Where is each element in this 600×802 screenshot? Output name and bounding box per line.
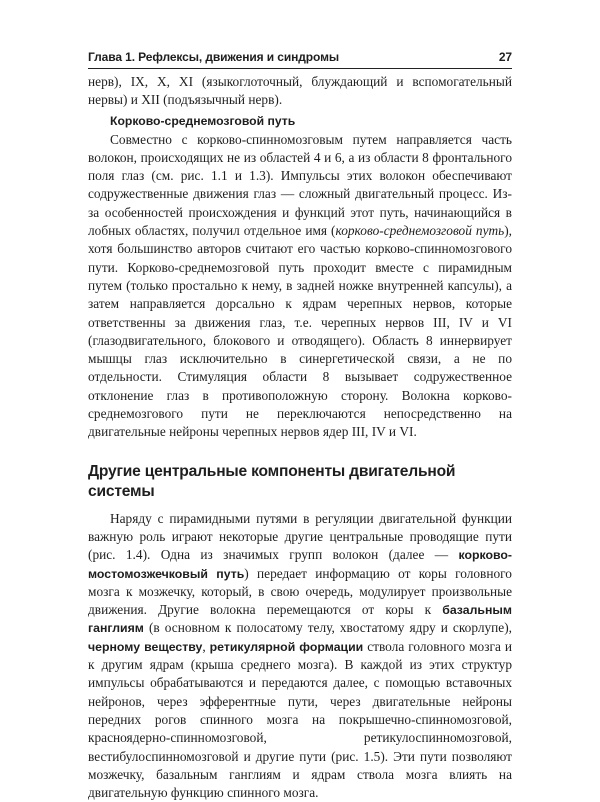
text-run: ) передает информацию от коры головного мозга к мозжечку, который, в свою очередь, модулирует произвольные движения. Другие волокна перемещаются от коры к xyxy=(88,565,512,618)
text-run: Наряду с пирамидными путями в регуляции двигательной функции важную роль играют некоторые другие центральные проводящие пути (рис. 1.4). Одна из значимых групп волокон (далее — xyxy=(88,510,512,563)
text-run: Совместно с корково-спинномозговым путем направляется часть волокон, происходящих не из областей 4 и 6, а из области 8 фронтального поля глаз (см. рис. 1.1 и 1.3). Импульсы этих волокон обеспечивают содружественные движения глаз — сложный двигательный процесс. Из-за особенностей происхождения и функций этот путь, начинающийся в лобных областях, получил отдельное имя ( xyxy=(88,131,512,239)
page-number: 27 xyxy=(498,50,512,64)
bold-term: ретикулярной формации xyxy=(209,639,364,654)
section-heading: Другие центральные компоненты двигательной системы xyxy=(88,462,456,500)
paragraph-other-components xyxy=(88,510,512,802)
bold-term: корково-мостомозжечковый путь xyxy=(88,548,512,581)
text-run: ствола головного мозга и к другим ядрам (крыша среднего мозга). В каждой из этих структур импульсы обрабатываются и передаются далее, с помощью вставочных нейронов, через эфферентные пути, через двигательные нейроны передних рогов спинного мозга на покрышечно-спинномозговой, красноядерно-спинномозговой, ретикулоспинномозговой, вестибулоспинномозговой и другие пути (рис. 1.5). Эти пути позволяют мозжечку, базальным ганглиям и ядрам ствола мозга влиять на двигательную функцию спинного мозга. xyxy=(88,638,512,801)
bold-term: черному веществу xyxy=(88,639,203,654)
text-run: (в основном к полосатому телу, хвостатому ядру и скорлупе), xyxy=(143,620,512,636)
text-run: , xyxy=(202,638,210,654)
lead-paragraph: нерв), IX, X, XI (языкоглоточный, блуждающий и вспомогательный нервы) и XII (подъязычный нерв). xyxy=(88,74,512,108)
running-header xyxy=(88,50,512,69)
italic-term: корково-среднемозговой путь xyxy=(335,223,505,239)
paragraph-corticomesencephalic xyxy=(88,131,512,442)
subheading-corticomesencephalic: Корково-среднемозговой путь xyxy=(110,113,296,128)
body-text xyxy=(88,73,512,802)
bold-term: базальным ганглиям xyxy=(88,603,512,636)
text-run: ), хотя большинство авторов считают его частью корково-спинномозгового пути. Корково-среднемозговой путь проходит вместе с пирамидным путем (только простально к нему, в задней ножке внутренней капсулы), а затем направляется дорсально к ядрам черепных нервов, которые ответственны за движения глаз, т.е. черепных нервов III, IV и VI (глазодвигательного, блокового и отводящего). Область 8 иннервирует мышцы глаз исключительно в синергетической связи, а не по отдельности. Стимуляция области 8 вызывает содружественное отклонение глаз в противоположную сторону. Волокна корково-среднемозгового пути не переключаются непосредственно на двигательные нейроны черепных нервов ядер III, IV и VI. xyxy=(88,223,512,440)
chapter-title: Глава 1. Рефлексы, движения и синдромы xyxy=(88,50,340,64)
